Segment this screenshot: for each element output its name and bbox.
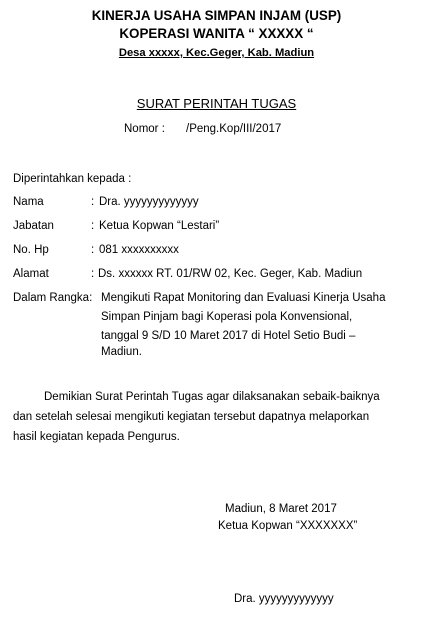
intro-text: Diperintahkan kepada :	[13, 173, 132, 185]
closing-line: dan setelah selesai mengikuti kegiatan tersebut dapatnya melaporkan	[13, 411, 370, 423]
org-name-heading: KINERJA USAHA SIMPAN INJAM (USP)	[91, 8, 342, 23]
closing-line: Demikian Surat Perintah Tugas agar dilaksanakan sebaik-baiknya	[44, 391, 380, 403]
signature-place-date: Madiun, 8 Maret 2017	[225, 503, 337, 515]
signature-name: Dra. yyyyyyyyyyyyy	[234, 593, 334, 605]
nama-separator: :	[91, 196, 95, 208]
rangka-label: Dalam Rangka:	[13, 292, 93, 304]
letter-title: SURAT PERINTAH TUGAS	[136, 96, 297, 111]
hp-separator: :	[91, 244, 95, 256]
closing-line: hasil kegiatan kepada Pengurus.	[13, 431, 180, 443]
alamat-value: Ds. xxxxxx RT. 01/RW 02, Kec. Geger, Kab. Madiun	[98, 268, 363, 280]
address-heading: Desa xxxxx, Kec.Geger, Kab. Madiun	[118, 47, 315, 59]
alamat-label: Alamat	[13, 268, 49, 280]
nomor-label: Nomor :	[124, 123, 165, 135]
hp-value: 081 xxxxxxxxxx	[99, 244, 179, 256]
rangka-line: Simpan Pinjam bagi Koperasi pola Konvensional,	[101, 311, 353, 323]
jabatan-label: Jabatan	[13, 220, 54, 232]
nama-value: Dra. yyyyyyyyyyyyy	[99, 196, 199, 208]
signature-position: Ketua Kopwan “XXXXXXX”	[218, 520, 358, 532]
nomor-value: /Peng.Kop/III/2017	[186, 123, 282, 135]
alamat-separator: :	[91, 268, 95, 280]
rangka-line: Mengikuti Rapat Monitoring dan Evaluasi Kinerja Usaha	[101, 292, 386, 304]
rangka-line: Madiun.	[101, 346, 142, 358]
nama-label: Nama	[13, 196, 44, 208]
cooperative-name-heading: KOPERASI WANITA “ XXXXX “	[119, 26, 314, 41]
hp-label: No. Hp	[13, 244, 49, 256]
jabatan-separator: :	[91, 220, 95, 232]
jabatan-value: Ketua Kopwan “Lestari”	[99, 220, 220, 232]
rangka-line: tanggal 9 S/D 10 Maret 2017 di Hotel Setio Budi –	[101, 330, 356, 342]
